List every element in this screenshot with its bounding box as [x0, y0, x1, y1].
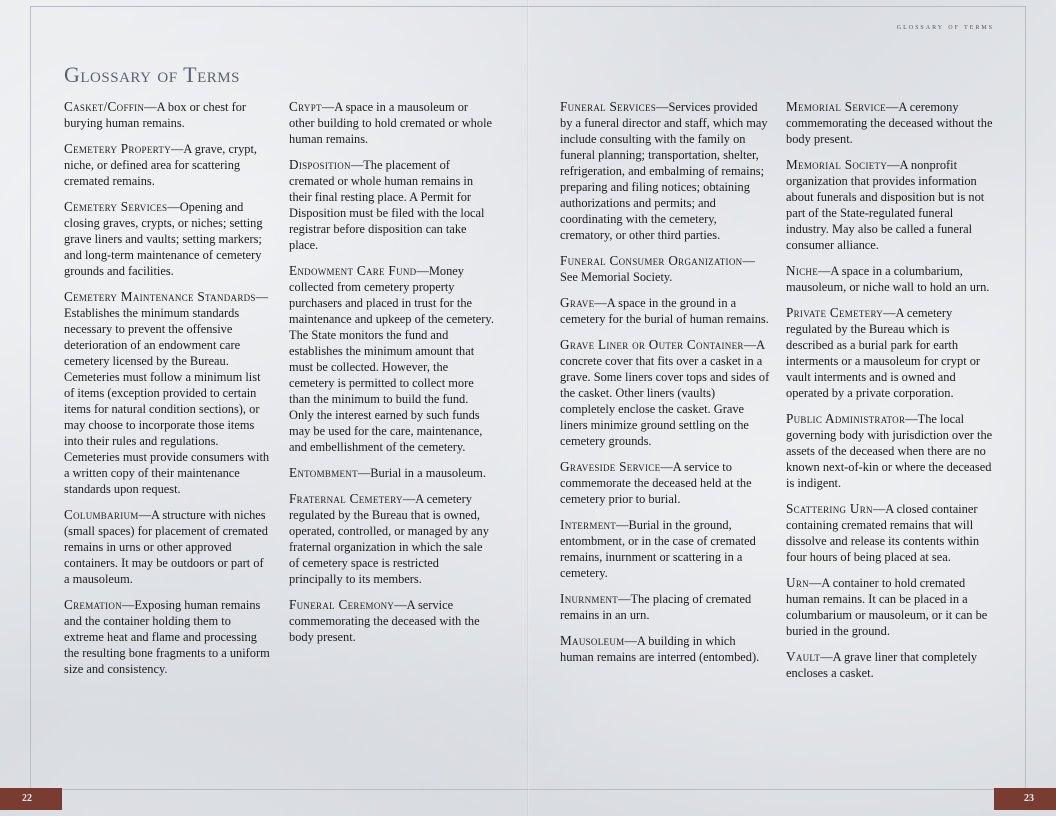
glossary-term: Funeral Consumer Organization — [560, 253, 743, 268]
glossary-definition: —A container to hold cremated human remains. It can be placed in a columbarium or mausoleum, or it can be buried in the ground. — [786, 576, 988, 638]
page-number-right — [994, 788, 1056, 810]
glossary-term: Entombment — [289, 465, 358, 480]
glossary-entry — [64, 507, 270, 587]
page-number-left — [0, 788, 62, 810]
glossary-definition: —The local governing body with jurisdiction over the assets of the deceased when there are no known next-of-kin or where the deceased is indigent. — [786, 412, 993, 490]
glossary-term: Casket/Coffin — [64, 99, 145, 114]
glossary-entry — [786, 305, 994, 401]
glossary-definition: —A space in the ground in a cemetery for the burial of human remains. — [560, 296, 769, 326]
glossary-definition: —A service commemorating the deceased with the body present. — [289, 598, 480, 644]
glossary-entry — [64, 289, 270, 497]
glossary-entry — [64, 141, 270, 189]
glossary-term: Interment — [560, 517, 617, 532]
glossary-definition: —Establishes the minimum standards necessary to prevent the offensive deterioration of an endowment care cemetery licensed by the Bureau. Cemeteries must follow a minimum list of items (exception provided to certain items for natural condition sections), or may choose to incorporate those items into their rules and regulations. Cemeteries must provide consumers with a written copy of their maintenance standards upon request. — [64, 290, 270, 496]
glossary-term: Cemetery Property — [64, 141, 171, 156]
glossary-definition: —Exposing human remains and the container holding them to extreme heat and flame and processing the resulting bone fragments to a uniform size and consistency. — [64, 598, 270, 676]
glossary-definition: —A cemetery regulated by the Bureau that is owned, operated, controlled, or managed by any fraternal organization in which the sale of cemetery space is restricted principally to its members. — [289, 492, 489, 586]
glossary-entry — [64, 597, 270, 677]
glossary-definition: —A cemetery regulated by the Bureau which is described as a burial park for earth interments or a mausoleum for crypt or vault interments and is owned and operated by a private corporation. — [786, 306, 981, 400]
glossary-term: Graveside Service — [560, 459, 661, 474]
glossary-term: Fraternal Cemetery — [289, 491, 403, 506]
glossary-definition: —A concrete cover that fits over a casket in a grave. Some liners cover tops and sides of the casket. Other liners (vaults) completely enclose the casket. Grave liners minimize ground settling on the cemetery grounds. — [560, 338, 770, 448]
glossary-entry — [289, 465, 495, 481]
glossary-column-1 — [64, 99, 270, 687]
glossary-term: Scattering Urn — [786, 501, 873, 516]
glossary-definition: —A closed container containing cremated remains that will dissolve and release its contents within four hours of being placed at sea. — [786, 502, 980, 564]
glossary-entry — [64, 99, 270, 131]
glossary-definition: —A service to commemorate the deceased held at the cemetery prior to burial. — [560, 460, 752, 506]
glossary-definition: —A box or chest for burying human remains. — [64, 100, 247, 130]
glossary-term: Vault — [786, 649, 821, 664]
glossary-entry — [560, 337, 770, 449]
glossary-term: Funeral Services — [560, 99, 657, 114]
page-spine — [527, 0, 529, 816]
glossary-entry — [786, 263, 994, 295]
glossary-entry — [786, 575, 994, 639]
glossary-term: Memorial Service — [786, 99, 886, 114]
glossary-definition: —A space in a mausoleum or other building to hold cremated or whole human remains. — [289, 100, 493, 146]
glossary-entry — [64, 199, 270, 279]
glossary-term: Disposition — [289, 157, 351, 172]
glossary-definition: —A structure with niches (small spaces) for placement of cremated remains in urns or other approved containers. It may be outdoors or part of a mausoleum. — [64, 508, 269, 586]
glossary-column-4 — [786, 99, 994, 691]
glossary-term: Grave — [560, 295, 595, 310]
glossary-term: Memorial Society — [786, 157, 888, 172]
glossary-definition: —A space in a columbarium, mausoleum, or niche wall to hold an urn. — [786, 264, 990, 294]
glossary-entry — [289, 99, 495, 147]
glossary-entry — [786, 649, 994, 681]
glossary-column-3 — [560, 99, 770, 675]
glossary-definition: —Money collected from cemetery property purchasers and placed in trust for the maintenance and upkeep of the cemetery. The State monitors the fund and establishes the minimum amount that must be collected. However, the cemetery is permitted to collect more than the minimum to build the fund. Only the interest earned by such funds may be used for the care, maintenance, and embellishment of the cemetery. — [289, 264, 494, 454]
glossary-term: Private Cemetery — [786, 305, 884, 320]
glossary-column-2 — [289, 99, 495, 655]
glossary-entry — [560, 633, 770, 665]
glossary-definition: —A building in which human remains are interred (entombed). — [560, 634, 760, 664]
glossary-entry — [560, 295, 770, 327]
glossary-definition: —Burial in the ground, entombment, or in the case of cremated remains, inurnment or scattering in a cemetery. — [560, 518, 756, 580]
glossary-term: Public Administrator — [786, 411, 906, 426]
glossary-term: Funeral Ceremony — [289, 597, 395, 612]
glossary-definition: —See Memorial Society. — [560, 254, 755, 284]
glossary-entry — [786, 501, 994, 565]
glossary-term: Grave Liner or Outer Container — [560, 337, 744, 352]
glossary-definition: —The placement of cremated or whole human remains in their final resting place. A Permit for Disposition must be filed with the local registrar before disposition can take place. — [289, 158, 485, 252]
glossary-definition: —Opening and closing graves, crypts, or niches; setting grave liners and vaults; setting markers; and long-term maintenance of cemetery grounds and facilities. — [64, 200, 263, 278]
glossary-term: Niche — [786, 263, 819, 278]
glossary-entry — [786, 99, 994, 147]
glossary-entry — [560, 253, 770, 285]
page-number-left-label: 22 — [22, 793, 32, 804]
glossary-definition: —A grave liner that completely encloses a casket. — [786, 650, 978, 680]
glossary-definition: —A ceremony commemorating the deceased without the body present. — [786, 100, 993, 146]
glossary-entry — [289, 157, 495, 253]
glossary-term: Columbarium — [64, 507, 139, 522]
glossary-term: Crypt — [289, 99, 322, 114]
glossary-term: Endowment Care Fund — [289, 263, 417, 278]
glossary-term: Inurnment — [560, 591, 619, 606]
page-number-right-label: 23 — [1024, 793, 1034, 804]
glossary-term: Urn — [786, 575, 809, 590]
glossary-term: Cemetery Maintenance Standards — [64, 289, 256, 304]
glossary-entry — [289, 263, 495, 455]
glossary-entry — [560, 591, 770, 623]
glossary-entry — [560, 459, 770, 507]
glossary-definition: —The placing of cremated remains in an urn. — [560, 592, 752, 622]
running-head: glossary of terms — [896, 21, 994, 31]
glossary-entry — [560, 99, 770, 243]
glossary-entry — [560, 517, 770, 581]
glossary-definition: —A grave, crypt, niche, or defined area for scattering cremated remains. — [64, 142, 258, 188]
glossary-term: Cemetery Services — [64, 199, 168, 214]
glossary-definition: —Burial in a mausoleum. — [357, 466, 486, 480]
glossary-entry — [289, 491, 495, 587]
glossary-term: Mausoleum — [560, 633, 625, 648]
glossary-definition: —A nonprofit organization that provides information about funerals and disposition but is not part of the State-regulated funeral industry. May also be called a funeral consumer alliance. — [786, 158, 985, 252]
glossary-entry — [786, 411, 994, 491]
glossary-term: Cremation — [64, 597, 122, 612]
glossary-entry — [289, 597, 495, 645]
glossary-entry — [786, 157, 994, 253]
page-title: Glossary of Terms — [64, 62, 240, 87]
glossary-definition: —Services provided by a funeral director and staff, which may include consulting with the family on funeral planning; transportation, shelter, refrigeration, and embalming of remains; preparing and filing notices; obtaining authorizations and permits; and coordinating with the cemetery, crematory, or other third parties. — [560, 100, 768, 242]
